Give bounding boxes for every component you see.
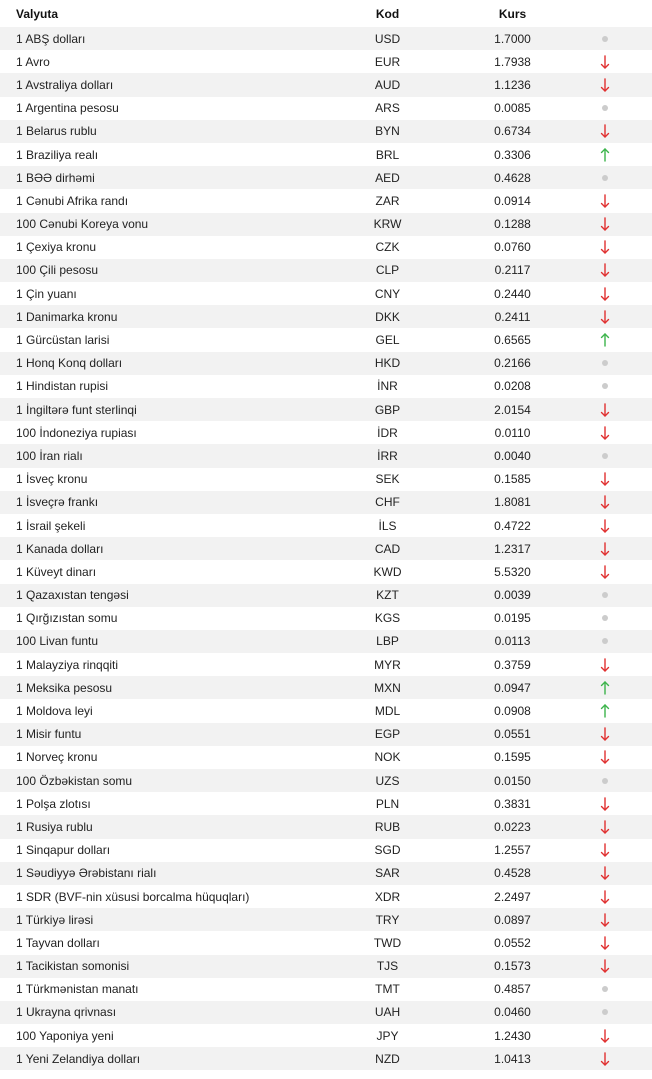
currency-code: DKK [375, 309, 400, 324]
neutral-dot-icon [602, 986, 608, 992]
down-arrow-icon [599, 564, 611, 580]
currency-code: MXN [374, 680, 401, 695]
currency-name: 1 Norveç kronu [16, 750, 98, 765]
currency-rate: 0.2411 [494, 309, 531, 324]
currency-rate: 0.0908 [494, 704, 531, 719]
currency-name: 1 SDR (BVF-nin xüsusi borcalma hüquqları) [16, 889, 250, 904]
table-row [0, 723, 652, 746]
currency-name: 1 Tacikistan somonisi [16, 959, 130, 974]
currency-code: LBP [376, 634, 399, 649]
down-arrow-icon [599, 889, 611, 905]
currency-rate: 0.3306 [494, 147, 531, 162]
table-row [0, 630, 652, 653]
currency-rate: 0.4528 [494, 866, 531, 881]
table-row [0, 560, 652, 583]
up-arrow-icon [599, 147, 611, 163]
currency-rate: 0.0897 [494, 912, 531, 927]
down-arrow-icon [599, 216, 611, 232]
currency-name: 1 Hindistan rupisi [16, 379, 109, 394]
table-row [0, 584, 652, 607]
currency-rate: 0.6734 [494, 124, 531, 139]
table-row [0, 491, 652, 514]
currency-code: İLS [378, 518, 397, 533]
down-arrow-icon [599, 262, 611, 278]
trend-indicator [580, 676, 630, 699]
currency-name: 1 Küveyt dinarı [16, 564, 97, 579]
currency-name: 1 Qırğızıstan somu [16, 611, 118, 626]
currency-rate: 1.2557 [494, 843, 531, 858]
down-arrow-icon [599, 842, 611, 858]
table-row [0, 792, 652, 815]
currency-name: 100 İndoneziya rupiası [16, 425, 137, 440]
currency-rate: 1.0413 [494, 1051, 531, 1066]
currency-code: GBP [374, 402, 401, 417]
currency-code: KZT [376, 588, 399, 603]
trend-indicator [580, 189, 630, 212]
currency-name: 1 Gürcüstan larisi [16, 333, 110, 348]
trend-indicator [580, 955, 630, 978]
currency-code: KGS [374, 611, 401, 626]
trend-indicator [580, 815, 630, 838]
currency-code: CLP [375, 263, 400, 278]
table-body [0, 27, 652, 1070]
table-row [0, 73, 652, 96]
down-arrow-icon [599, 958, 611, 974]
down-arrow-icon [599, 494, 611, 510]
neutral-dot-icon [602, 360, 608, 366]
currency-name: 1 Belarus rublu [16, 124, 97, 139]
currency-rate: 1.1236 [494, 77, 531, 92]
currency-name: 1 Ukrayna qrivnası [16, 1005, 117, 1020]
trend-indicator [580, 653, 630, 676]
trend-indicator [580, 1047, 630, 1070]
table-row [0, 839, 652, 862]
trend-indicator [580, 398, 630, 421]
table-row [0, 537, 652, 560]
table-row [0, 27, 652, 50]
down-arrow-icon [599, 518, 611, 534]
currency-rate: 1.8081 [494, 495, 531, 510]
trend-indicator [580, 328, 630, 351]
currency-rate: 0.1585 [494, 472, 531, 487]
trend-indicator [580, 444, 630, 467]
currency-rate: 0.0110 [494, 425, 531, 440]
currency-code: UZS [375, 773, 400, 788]
currency-code: KRW [373, 217, 402, 232]
currency-rate: 0.0760 [494, 240, 531, 255]
trend-indicator [580, 885, 630, 908]
currency-name: 1 Kanada dolları [16, 541, 104, 556]
currency-rate: 0.2440 [494, 286, 531, 301]
currency-name: 1 Qazaxıstan tengəsi [16, 588, 129, 603]
currency-code: NZD [375, 1051, 400, 1066]
table-row [0, 143, 652, 166]
currency-rate: 0.0113 [494, 634, 531, 649]
currency-code: ZAR [375, 193, 400, 208]
table-row [0, 514, 652, 537]
currency-name: 1 Türkmənistan manatı [16, 982, 139, 997]
trend-indicator [580, 978, 630, 1001]
currency-rate: 0.0223 [494, 819, 531, 834]
currency-rate: 0.0039 [494, 588, 531, 603]
down-arrow-icon [599, 239, 611, 255]
table-row [0, 885, 652, 908]
currency-rate: 0.6565 [494, 333, 531, 348]
trend-indicator [580, 514, 630, 537]
table-row [0, 653, 652, 676]
currency-rate: 0.2166 [494, 356, 531, 371]
table-row [0, 213, 652, 236]
currency-code: İDR [377, 425, 398, 440]
neutral-dot-icon [602, 453, 608, 459]
down-arrow-icon [599, 286, 611, 302]
trend-indicator [580, 166, 630, 189]
currency-code: CNY [374, 286, 401, 301]
trend-indicator [580, 560, 630, 583]
currency-rate: 0.4857 [494, 982, 531, 997]
currency-rate: 0.0040 [494, 448, 531, 463]
currency-rate: 1.2317 [494, 541, 531, 556]
currency-name: 1 Türkiyə lirəsi [16, 912, 94, 927]
table-row [0, 468, 652, 491]
table-row [0, 676, 652, 699]
currency-name: 1 BƏƏ dirhəmi [16, 170, 95, 185]
trend-indicator [580, 352, 630, 375]
currency-rate: 0.3759 [494, 657, 531, 672]
table-row [0, 236, 652, 259]
currency-code: MDL [374, 704, 401, 719]
currency-name: 1 Polşa zlotısı [16, 796, 91, 811]
currency-rate: 0.1595 [494, 750, 531, 765]
currency-code: XDR [374, 889, 401, 904]
currency-name: 1 Danimarka kronu [16, 309, 118, 324]
currency-rate: 0.0914 [494, 193, 531, 208]
currency-rate: 5.5320 [494, 564, 531, 579]
down-arrow-icon [599, 726, 611, 742]
neutral-dot-icon [602, 638, 608, 644]
down-arrow-icon [599, 865, 611, 881]
currency-code: SEK [375, 472, 400, 487]
currency-code: SGD [374, 843, 401, 858]
currency-code: İNR [377, 379, 398, 394]
currency-code: EGP [374, 727, 401, 742]
currency-name: 1 ABŞ dolları [16, 31, 86, 46]
currency-code: AED [375, 170, 400, 185]
trend-indicator [580, 50, 630, 73]
trend-indicator [580, 537, 630, 560]
trend-indicator [580, 73, 630, 96]
trend-indicator [580, 746, 630, 769]
currency-name: 1 İsveç kronu [16, 472, 88, 487]
table-row [0, 1024, 652, 1047]
neutral-dot-icon [602, 175, 608, 181]
currency-name: 1 İsveçrə frankı [16, 495, 99, 510]
down-arrow-icon [599, 796, 611, 812]
table-row [0, 421, 652, 444]
currency-name: 1 Misir funtu [16, 727, 82, 742]
table-row [0, 1047, 652, 1070]
trend-indicator [580, 584, 630, 607]
currency-rate: 0.0195 [494, 611, 531, 626]
currency-code: UAH [374, 1005, 401, 1020]
currency-name: 1 Avro [16, 54, 50, 69]
trend-indicator [580, 305, 630, 328]
table-row [0, 607, 652, 630]
down-arrow-icon [599, 425, 611, 441]
trend-indicator [580, 862, 630, 885]
trend-indicator [580, 839, 630, 862]
currency-rate: 0.0460 [494, 1005, 531, 1020]
currency-name: 1 Çin yuanı [16, 286, 77, 301]
table-row [0, 166, 652, 189]
currency-rate: 1.7938 [494, 54, 531, 69]
currency-rate: 0.3831 [494, 796, 531, 811]
currency-code: MYR [374, 657, 401, 672]
header-currency: Valyuta [16, 6, 59, 21]
down-arrow-icon [599, 1051, 611, 1067]
currency-rate: 0.2117 [494, 263, 531, 278]
currency-rate: 1.2430 [494, 1028, 531, 1043]
currency-rate: 0.1288 [494, 217, 531, 232]
currency-code: CZK [375, 240, 400, 255]
currency-code: HKD [374, 356, 401, 371]
trend-indicator [580, 607, 630, 630]
currency-name: 100 Çili pesosu [16, 263, 99, 278]
table-row [0, 50, 652, 73]
table-row [0, 375, 652, 398]
currency-code: SAR [375, 866, 400, 881]
currency-name: 100 İran rialı [16, 448, 83, 463]
trend-indicator [580, 421, 630, 444]
currency-code: BYN [375, 124, 400, 139]
table-row [0, 328, 652, 351]
currency-code: JPY [376, 1028, 399, 1043]
down-arrow-icon [599, 749, 611, 765]
currency-name: 1 Sinqapur dolları [16, 843, 111, 858]
currency-name: 1 Braziliya realı [16, 147, 99, 162]
neutral-dot-icon [602, 592, 608, 598]
table-row [0, 769, 652, 792]
currency-rate: 0.0552 [494, 935, 531, 950]
trend-indicator [580, 213, 630, 236]
currency-rate: 0.0208 [494, 379, 531, 394]
currency-code: AUD [374, 77, 401, 92]
currency-name: 1 Avstraliya dolları [16, 77, 114, 92]
down-arrow-icon [599, 77, 611, 93]
currency-rate: 0.0085 [494, 101, 531, 116]
table-row [0, 305, 652, 328]
down-arrow-icon [599, 657, 611, 673]
trend-indicator [580, 97, 630, 120]
currency-code: TRY [375, 912, 400, 927]
neutral-dot-icon [602, 615, 608, 621]
currency-code: GEL [375, 333, 400, 348]
trend-indicator [580, 120, 630, 143]
currency-rate: 2.0154 [494, 402, 531, 417]
currency-rate: 0.0150 [494, 773, 531, 788]
trend-indicator [580, 769, 630, 792]
down-arrow-icon [599, 193, 611, 209]
down-arrow-icon [599, 54, 611, 70]
currency-rate: 0.4628 [494, 170, 531, 185]
currency-name: 1 Moldova leyi [16, 704, 93, 719]
currency-code: İRR [377, 448, 398, 463]
currency-name: 1 Cənubi Afrika randı [16, 193, 129, 208]
trend-indicator [580, 491, 630, 514]
trend-indicator [580, 908, 630, 931]
currency-name: 100 Yaponiya yeni [16, 1028, 114, 1043]
down-arrow-icon [599, 309, 611, 325]
currency-name: 100 Livan funtu [16, 634, 99, 649]
currency-code: KWD [373, 564, 402, 579]
currency-code: TWD [373, 935, 402, 950]
table-row [0, 955, 652, 978]
neutral-dot-icon [602, 778, 608, 784]
currency-name: 1 Malayziya rinqqiti [16, 657, 119, 672]
currency-rate: 2.2497 [494, 889, 531, 904]
table-row [0, 352, 652, 375]
trend-indicator [580, 931, 630, 954]
currency-name: 100 Cənubi Koreya vonu [16, 217, 149, 232]
currency-name: 1 Meksika pesosu [16, 680, 113, 695]
trend-indicator [580, 27, 630, 50]
trend-indicator [580, 468, 630, 491]
currency-name: 1 Səudiyyə Ərəbistanı rialı [16, 866, 157, 881]
header-code: Kod [375, 6, 400, 21]
table-row [0, 978, 652, 1001]
trend-indicator [580, 1024, 630, 1047]
table-row [0, 746, 652, 769]
currency-name: 1 Rusiya rublu [16, 819, 93, 834]
table-header [0, 0, 652, 27]
trend-indicator [580, 259, 630, 282]
currency-name: 1 Yeni Zelandiya dolları [16, 1051, 141, 1066]
currency-code: CAD [374, 541, 401, 556]
currency-code: CHF [375, 495, 400, 510]
currency-code: EUR [374, 54, 401, 69]
up-arrow-icon [599, 332, 611, 348]
table-row [0, 862, 652, 885]
table-row [0, 282, 652, 305]
table-row [0, 97, 652, 120]
down-arrow-icon [599, 819, 611, 835]
table-row [0, 815, 652, 838]
currency-code: RUB [374, 819, 401, 834]
table-row [0, 908, 652, 931]
header-rate: Kurs [498, 6, 527, 21]
up-arrow-icon [599, 680, 611, 696]
trend-indicator [580, 143, 630, 166]
currency-code: ARS [375, 101, 400, 116]
trend-indicator [580, 1001, 630, 1024]
currency-name: 1 Çexiya kronu [16, 240, 97, 255]
currency-name: 100 Özbəkistan somu [16, 773, 133, 788]
trend-indicator [580, 792, 630, 815]
trend-indicator [580, 723, 630, 746]
down-arrow-icon [599, 1028, 611, 1044]
table-row [0, 699, 652, 722]
currency-code: NOK [374, 750, 401, 765]
currency-code: USD [374, 31, 401, 46]
trend-indicator [580, 375, 630, 398]
down-arrow-icon [599, 471, 611, 487]
table-row [0, 931, 652, 954]
table-row [0, 444, 652, 467]
currency-code: TMT [375, 982, 400, 997]
down-arrow-icon [599, 541, 611, 557]
trend-indicator [580, 699, 630, 722]
down-arrow-icon [599, 935, 611, 951]
currency-name: 1 Argentina pesosu [16, 101, 119, 116]
currency-rate: 1.7000 [494, 31, 531, 46]
currency-code: PLN [375, 796, 400, 811]
table-row [0, 189, 652, 212]
up-arrow-icon [599, 703, 611, 719]
trend-indicator [580, 282, 630, 305]
currency-rate: 0.4722 [494, 518, 531, 533]
trend-indicator [580, 236, 630, 259]
table-row [0, 1001, 652, 1024]
currency-rate: 0.1573 [494, 959, 531, 974]
currency-rate: 0.0947 [494, 680, 531, 695]
neutral-dot-icon [602, 105, 608, 111]
down-arrow-icon [599, 123, 611, 139]
neutral-dot-icon [602, 36, 608, 42]
currency-code: BRL [375, 147, 400, 162]
currency-name: 1 Honq Konq dolları [16, 356, 123, 371]
currency-rate: 0.0551 [494, 727, 531, 742]
currency-name: 1 İsrail şekeli [16, 518, 86, 533]
currency-name: 1 Tayvan dolları [16, 935, 100, 950]
neutral-dot-icon [602, 1009, 608, 1015]
table-row [0, 120, 652, 143]
table-row [0, 398, 652, 421]
table-row [0, 259, 652, 282]
currency-name: 1 İngiltərə funt sterlinqi [16, 402, 137, 417]
down-arrow-icon [599, 912, 611, 928]
neutral-dot-icon [602, 383, 608, 389]
currency-code: TJS [376, 959, 399, 974]
trend-indicator [580, 630, 630, 653]
down-arrow-icon [599, 402, 611, 418]
